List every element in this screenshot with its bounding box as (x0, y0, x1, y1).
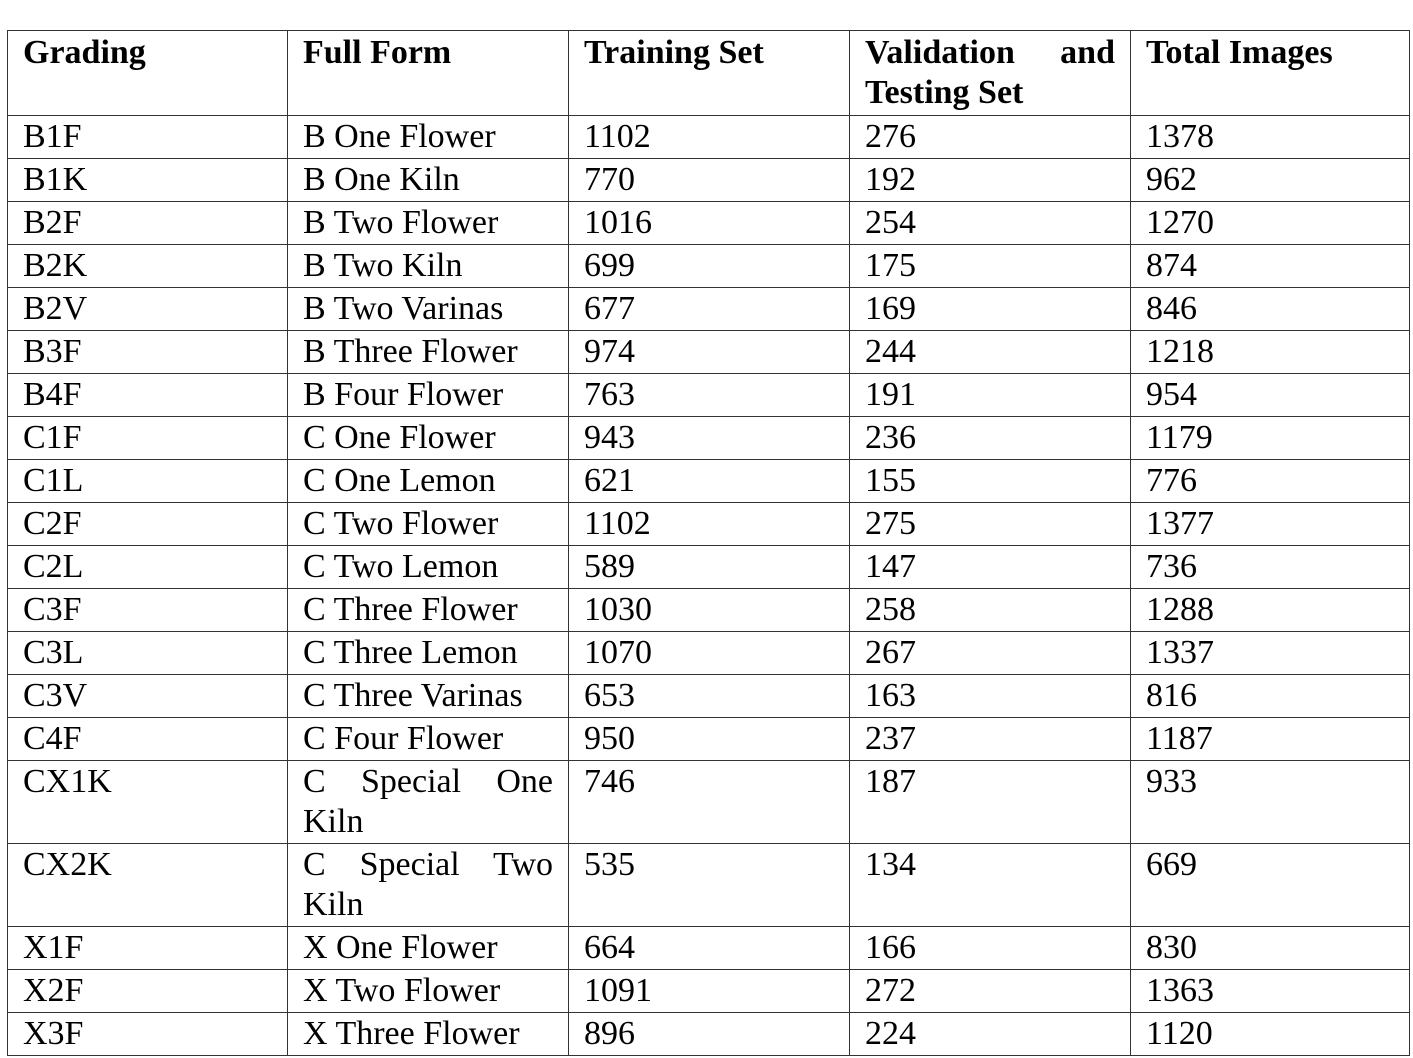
header-total-images: Total Images (1131, 31, 1410, 116)
table-row (8, 546, 1410, 589)
table-row (8, 116, 1410, 159)
table-row (8, 927, 1410, 970)
table-row (8, 503, 1410, 546)
cell-total-images: 1187 (1131, 718, 1410, 761)
cell-grading: C2F (8, 503, 288, 546)
table-row (8, 589, 1410, 632)
header-grading: Grading (8, 31, 288, 116)
cell-grading: C1L (8, 460, 288, 503)
cell-training-set: 1091 (569, 970, 850, 1013)
cell-full-form: X Two Flower (288, 970, 569, 1013)
cell-total-images: 1337 (1131, 632, 1410, 675)
grading-dataset-table (7, 30, 1410, 1056)
header-full-form: Full Form (288, 31, 569, 116)
cell-validation-testing-set: 258 (850, 589, 1131, 632)
table-row (8, 202, 1410, 245)
table-row (8, 632, 1410, 675)
cell-training-set: 950 (569, 718, 850, 761)
cell-training-set: 974 (569, 331, 850, 374)
cell-training-set: 699 (569, 245, 850, 288)
cell-validation-testing-set: 272 (850, 970, 1131, 1013)
cell-total-images: 1377 (1131, 503, 1410, 546)
cell-grading: C3V (8, 675, 288, 718)
cell-full-form: X One Flower (288, 927, 569, 970)
table-row (8, 245, 1410, 288)
table-row (8, 718, 1410, 761)
cell-grading: B2F (8, 202, 288, 245)
cell-training-set: 770 (569, 159, 850, 202)
cell-full-form: B Four Flower (288, 374, 569, 417)
cell-validation-testing-set: 267 (850, 632, 1131, 675)
cell-full-form: C Three Flower (288, 589, 569, 632)
table-row (8, 374, 1410, 417)
cell-training-set: 589 (569, 546, 850, 589)
table-row (8, 159, 1410, 202)
cell-validation-testing-set: 276 (850, 116, 1131, 159)
cell-training-set: 1102 (569, 503, 850, 546)
table-row (8, 288, 1410, 331)
cell-total-images: 962 (1131, 159, 1410, 202)
cell-full-form: X Three Flower (288, 1013, 569, 1056)
cell-total-images: 1363 (1131, 970, 1410, 1013)
cell-validation-testing-set: 275 (850, 503, 1131, 546)
cell-validation-testing-set: 166 (850, 927, 1131, 970)
cell-total-images: 830 (1131, 927, 1410, 970)
cell-validation-testing-set: 134 (850, 844, 1131, 927)
cell-grading: X3F (8, 1013, 288, 1056)
table-body (8, 116, 1410, 1056)
cell-validation-testing-set: 175 (850, 245, 1131, 288)
cell-total-images: 1288 (1131, 589, 1410, 632)
cell-grading: B1F (8, 116, 288, 159)
cell-validation-testing-set: 187 (850, 761, 1131, 844)
cell-validation-testing-set: 192 (850, 159, 1131, 202)
cell-grading: B2V (8, 288, 288, 331)
table-row (8, 970, 1410, 1013)
cell-full-form: C Three Varinas (288, 675, 569, 718)
cell-full-form: C Two Flower (288, 503, 569, 546)
cell-training-set: 1016 (569, 202, 850, 245)
cell-full-form: B One Flower (288, 116, 569, 159)
cell-total-images: 1378 (1131, 116, 1410, 159)
cell-grading: C3F (8, 589, 288, 632)
table-row (8, 844, 1410, 927)
cell-training-set: 943 (569, 417, 850, 460)
cell-grading: C2L (8, 546, 288, 589)
cell-validation-testing-set: 155 (850, 460, 1131, 503)
cell-full-form: C Four Flower (288, 718, 569, 761)
table-row (8, 761, 1410, 844)
cell-grading: C3L (8, 632, 288, 675)
cell-full-form: C One Flower (288, 417, 569, 460)
cell-grading: B1K (8, 159, 288, 202)
cell-grading: B2K (8, 245, 288, 288)
header-validation-testing-set: Validation and Testing Set (850, 31, 1131, 116)
cell-grading: X2F (8, 970, 288, 1013)
cell-grading: CX1K (8, 761, 288, 844)
cell-full-form: C Two Lemon (288, 546, 569, 589)
table-row (8, 460, 1410, 503)
cell-total-images: 846 (1131, 288, 1410, 331)
cell-grading: B4F (8, 374, 288, 417)
cell-training-set: 1102 (569, 116, 850, 159)
cell-training-set: 535 (569, 844, 850, 927)
cell-total-images: 874 (1131, 245, 1410, 288)
cell-full-form: B One Kiln (288, 159, 569, 202)
cell-training-set: 653 (569, 675, 850, 718)
cell-total-images: 1179 (1131, 417, 1410, 460)
table-row (8, 1013, 1410, 1056)
cell-total-images: 669 (1131, 844, 1410, 927)
cell-validation-testing-set: 163 (850, 675, 1131, 718)
cell-total-images: 954 (1131, 374, 1410, 417)
cell-validation-testing-set: 224 (850, 1013, 1131, 1056)
cell-total-images: 816 (1131, 675, 1410, 718)
header-row (8, 31, 1410, 116)
cell-total-images: 736 (1131, 546, 1410, 589)
cell-training-set: 677 (569, 288, 850, 331)
cell-full-form: C Special One Kiln (288, 761, 569, 844)
cell-grading: X1F (8, 927, 288, 970)
cell-validation-testing-set: 236 (850, 417, 1131, 460)
cell-grading: CX2K (8, 844, 288, 927)
cell-total-images: 1120 (1131, 1013, 1410, 1056)
cell-full-form: B Three Flower (288, 331, 569, 374)
cell-full-form: B Two Flower (288, 202, 569, 245)
cell-total-images: 1270 (1131, 202, 1410, 245)
table-header (8, 31, 1410, 116)
cell-training-set: 763 (569, 374, 850, 417)
cell-training-set: 1030 (569, 589, 850, 632)
table-row (8, 675, 1410, 718)
cell-training-set: 746 (569, 761, 850, 844)
cell-validation-testing-set: 169 (850, 288, 1131, 331)
cell-validation-testing-set: 147 (850, 546, 1131, 589)
cell-full-form: C Special Two Kiln (288, 844, 569, 927)
cell-full-form: C One Lemon (288, 460, 569, 503)
cell-validation-testing-set: 244 (850, 331, 1131, 374)
cell-validation-testing-set: 237 (850, 718, 1131, 761)
cell-full-form: B Two Kiln (288, 245, 569, 288)
cell-total-images: 776 (1131, 460, 1410, 503)
cell-grading: B3F (8, 331, 288, 374)
cell-grading: C1F (8, 417, 288, 460)
cell-validation-testing-set: 254 (850, 202, 1131, 245)
header-training-set: Training Set (569, 31, 850, 116)
cell-full-form: C Three Lemon (288, 632, 569, 675)
table-row (8, 417, 1410, 460)
cell-training-set: 1070 (569, 632, 850, 675)
cell-validation-testing-set: 191 (850, 374, 1131, 417)
cell-training-set: 896 (569, 1013, 850, 1056)
cell-full-form: B Two Varinas (288, 288, 569, 331)
table-row (8, 331, 1410, 374)
cell-grading: C4F (8, 718, 288, 761)
cell-total-images: 1218 (1131, 331, 1410, 374)
cell-training-set: 664 (569, 927, 850, 970)
cell-training-set: 621 (569, 460, 850, 503)
cell-total-images: 933 (1131, 761, 1410, 844)
